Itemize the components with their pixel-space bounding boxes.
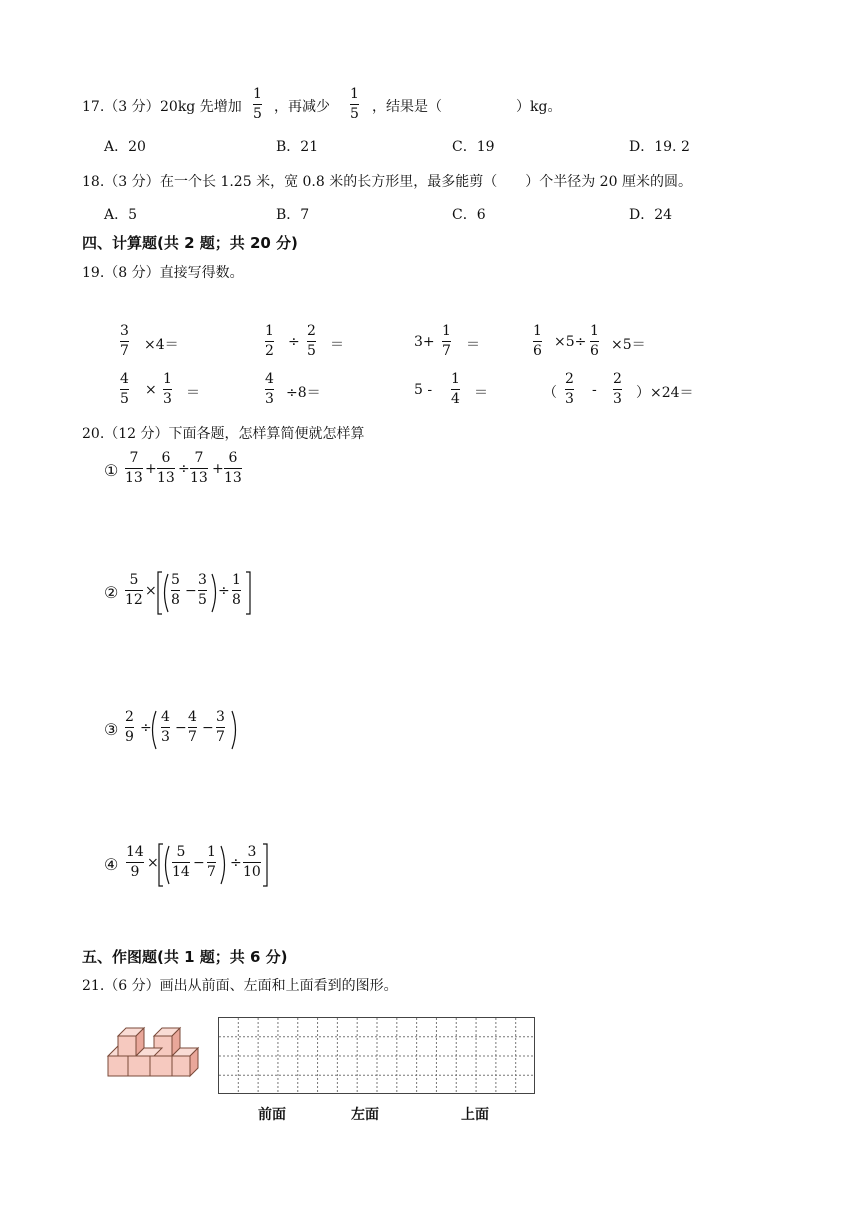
operator: ＝ bbox=[474, 385, 488, 401]
label-top: 上面 bbox=[461, 1107, 489, 1123]
drawing-grid[interactable] bbox=[218, 1017, 536, 1095]
fraction: 7 13 bbox=[190, 450, 208, 486]
operator: − bbox=[175, 720, 187, 736]
question-text: ）kg。 bbox=[516, 99, 562, 115]
fraction: 3 5 bbox=[198, 572, 207, 608]
fraction: 1 6 bbox=[533, 323, 542, 359]
question-text: 在一个长 1.25 米，宽 0.8 米的长方形里，最多能剪（ ）个半径为 20 厘米的圆。 bbox=[160, 174, 692, 190]
option-c[interactable]: C．19 bbox=[452, 139, 495, 155]
operator: ＝ bbox=[186, 385, 200, 401]
option-d[interactable]: D．24 bbox=[629, 207, 673, 223]
operator: - bbox=[592, 382, 597, 398]
operator: × bbox=[145, 583, 157, 599]
operator: ×5＝ bbox=[611, 337, 646, 353]
operator: ÷ bbox=[178, 461, 190, 477]
expression-2 bbox=[104, 570, 264, 616]
fraction: 1 8 bbox=[232, 572, 241, 608]
fraction: 1 4 bbox=[451, 371, 460, 407]
fraction: 3 7 bbox=[216, 709, 225, 745]
fraction: 2 3 bbox=[565, 371, 574, 407]
fraction: 5 8 bbox=[171, 572, 180, 608]
operator: 5 - bbox=[414, 382, 433, 398]
operator: × bbox=[147, 855, 159, 871]
section-title: 四、计算题(共 2 题；共 20 分) bbox=[82, 234, 298, 252]
operator: ÷ bbox=[218, 583, 230, 599]
operator: × bbox=[145, 382, 157, 398]
fraction: 1 6 bbox=[590, 323, 599, 359]
question-number: 18.（3 分） bbox=[82, 174, 160, 190]
label-front: 前面 bbox=[258, 1107, 286, 1123]
fraction: 4 3 bbox=[161, 709, 170, 745]
option-a[interactable]: A．20 bbox=[104, 139, 146, 155]
fraction: 4 7 bbox=[188, 709, 197, 745]
fraction: 6 13 bbox=[224, 450, 242, 486]
option-b[interactable]: B．7 bbox=[276, 207, 310, 223]
circled-number: ② bbox=[104, 583, 119, 602]
option-a[interactable]: A．5 bbox=[104, 207, 138, 223]
operator: （ bbox=[543, 385, 557, 401]
fraction: 2 3 bbox=[613, 371, 622, 407]
operator: − bbox=[193, 855, 205, 871]
fraction: 14 9 bbox=[126, 844, 144, 880]
fraction: 1 2 bbox=[265, 323, 274, 359]
fraction: 5 12 bbox=[125, 572, 143, 608]
operator: ×4＝ bbox=[144, 337, 179, 353]
operator: + bbox=[145, 461, 157, 477]
operator: 3+ bbox=[414, 334, 435, 350]
expression-3 bbox=[104, 707, 264, 753]
fraction: 1 7 bbox=[442, 323, 451, 359]
operator: ×5÷ bbox=[554, 334, 587, 350]
expression-1 bbox=[104, 450, 264, 492]
operator: ÷8＝ bbox=[286, 385, 321, 401]
cube-figure bbox=[104, 1024, 204, 1084]
operator: − bbox=[185, 583, 197, 599]
fraction: 1 3 bbox=[163, 371, 172, 407]
circled-number: ① bbox=[104, 461, 119, 480]
operator: ＝ bbox=[330, 337, 344, 353]
fraction: 1 5 bbox=[350, 86, 359, 122]
circled-number: ③ bbox=[104, 720, 119, 739]
question-number: 19.（8 分）直接写得数。 bbox=[82, 265, 244, 281]
question-number: 17.（3 分） bbox=[82, 99, 160, 115]
operator: ÷ bbox=[140, 720, 152, 736]
option-d[interactable]: D．19. 2 bbox=[629, 139, 690, 155]
operator: ＝ bbox=[466, 337, 480, 353]
fraction: 3 10 bbox=[243, 844, 261, 880]
fraction: 7 13 bbox=[125, 450, 143, 486]
option-b[interactable]: B．21 bbox=[276, 139, 319, 155]
question-number: 20.（12 分）下面各题，怎样算简便就怎样算 bbox=[82, 426, 365, 442]
question-text: ，结果是（ bbox=[372, 99, 442, 115]
fraction: 1 5 bbox=[253, 86, 262, 122]
fraction: 6 13 bbox=[157, 450, 175, 486]
operator: ÷ bbox=[288, 334, 300, 350]
fraction: 1 7 bbox=[207, 844, 216, 880]
operator: ÷ bbox=[230, 855, 242, 871]
question-text: ，再减少 bbox=[274, 99, 330, 115]
operator: − bbox=[202, 720, 214, 736]
fraction: 2 5 bbox=[307, 323, 316, 359]
operator: ）×24＝ bbox=[636, 385, 694, 401]
option-c[interactable]: C．6 bbox=[452, 207, 486, 223]
fraction: 4 5 bbox=[120, 371, 129, 407]
fraction: 5 14 bbox=[172, 844, 190, 880]
fraction: 2 9 bbox=[125, 709, 134, 745]
label-left: 左面 bbox=[351, 1107, 379, 1123]
expression-4 bbox=[104, 842, 274, 888]
fraction: 3 7 bbox=[120, 323, 129, 359]
question-text: 20kg 先增加 bbox=[160, 99, 242, 115]
operator: + bbox=[212, 461, 224, 477]
question-number: 21.（6 分）画出从前面、左面和上面看到的图形。 bbox=[82, 978, 398, 994]
section-title: 五、作图题(共 1 题；共 6 分) bbox=[82, 948, 288, 966]
fraction: 4 3 bbox=[265, 371, 274, 407]
circled-number: ④ bbox=[104, 855, 119, 874]
